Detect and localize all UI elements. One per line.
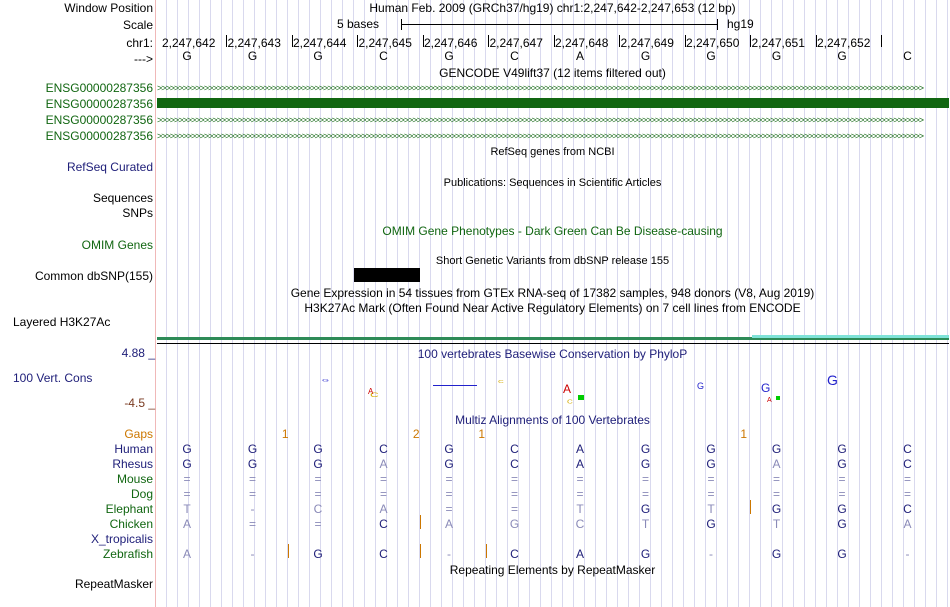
aligned-base: G [509,517,520,531]
omim-title[interactable]: OMIM Gene Phenotypes - Dark Green Can Be Disease-causing [382,224,723,238]
refseq-title[interactable]: RefSeq genes from NCBI [490,146,615,158]
species-label[interactable]: Elephant [105,502,153,516]
conservation-logo [155,370,950,406]
gene-label-3[interactable]: ENSG00000287356 [45,113,153,127]
reference-base: C [510,49,519,63]
cons-max-label: 4.88 _ [121,346,155,360]
aligned-base: = [183,487,191,501]
aligned-base: = [772,487,780,501]
h3k27ac-title[interactable]: H3K27Ac Mark (Often Found Near Active Regulatory Elements) on 7 cell lines from ENCODE [304,301,801,315]
repeatmasker-title[interactable]: Repeating Elements by RepeatMasker [449,563,656,577]
aligned-base: = [641,472,649,486]
position-tick [881,35,882,47]
aligned-base: A [182,517,191,531]
cons-min-label: -4.5 _ [124,396,155,410]
aligned-base: - [905,547,910,561]
aligned-base: = [510,472,518,486]
svg-text:A: A [368,387,374,396]
aligned-base: A [575,547,584,561]
insertion-mark [486,544,487,558]
aligned-base: T [576,502,584,516]
omim-label[interactable]: OMIM Genes [81,238,153,252]
window-position-label: Window Position [64,1,153,15]
aligned-base: A [444,517,453,531]
insertion-mark [420,515,421,529]
aligned-base: G [313,547,323,561]
aligned-base: G [706,517,716,531]
aligned-base: - [447,547,451,561]
aligned-base: = [445,472,453,486]
aligned-base: = [248,472,256,486]
species-label[interactable]: Mouse [116,472,153,486]
aligned-base: = [903,487,911,501]
position-label: 2,247,644 [293,36,347,50]
aligned-base: G [182,457,192,471]
aligned-base: A [379,502,388,516]
reference-base: C [903,49,912,63]
aligned-base: = [183,472,191,486]
gap-count: 1 [740,427,748,441]
species-label[interactable]: Zebrafish [102,547,153,561]
aligned-base: G [313,442,323,456]
repeatmasker-label[interactable]: RepeatMasker [74,577,153,591]
insertion-mark [420,544,421,558]
strand-arrow-label: ---> [134,52,153,66]
aligned-base: G [247,457,258,471]
gene-label-2[interactable]: ENSG00000287356 [45,97,153,111]
aligned-base: G [771,547,782,561]
reference-base: C [379,49,388,63]
gtex-title[interactable]: Gene Expression in 54 tissues from GTEx RNA-seq of 17382 samples, 948 donors (V8, Aug 2019) [290,286,815,300]
aligned-base: G [771,502,782,516]
aligned-base: T [641,517,650,531]
h3k27ac-label[interactable]: Layered H3K27Ac [13,315,111,329]
assembly-position-text: Human Feb. 2009 (GRCh37/hg19) chr1:2,247,642-2,247,653 (12 bp) [369,1,736,15]
svg-text:C: C [370,391,379,399]
aligned-base: = [838,472,846,486]
aligned-base: = [379,472,387,486]
gap-count: 2 [412,427,420,441]
aligned-base: = [707,487,715,501]
species-label[interactable]: Chicken [109,517,153,531]
gene-label-1[interactable]: ENSG00000287356 [45,81,153,95]
aligned-base: C [903,442,912,456]
aligned-base: = [445,502,453,516]
position-label: 2,247,645 [358,36,412,50]
dbsnp-title[interactable]: Short Genetic Variants from dbSNP release 155 [435,255,670,267]
aligned-base: C [575,517,585,531]
aligned-base: = [510,487,518,501]
aligned-base: = [314,472,322,486]
svg-text:G: G [322,378,329,383]
snps-label[interactable]: SNPs [122,206,153,220]
position-label: 2,247,643 [227,36,281,50]
scale-label: Scale [122,18,153,32]
chrom-label: chr1: [126,36,153,50]
aligned-base: - [250,547,255,561]
publications-title[interactable]: Publications: Sequences in Scientific Articles [443,177,662,189]
svg-text:C: C [567,399,573,406]
aligned-base: = [576,472,584,486]
aligned-base: - [250,502,255,516]
gap-count: 1 [478,427,486,441]
scale-db-text: hg19 [727,17,754,31]
aligned-base: C [379,517,388,531]
aligned-base: A [575,442,584,456]
scale-bar-left-cap [401,19,402,30]
aligned-base: T [772,517,781,531]
aligned-base: A [903,517,912,531]
aligned-base: - [709,547,713,561]
aligned-base: = [379,487,387,501]
position-label: 2,247,652 [817,36,871,50]
reference-base: G [313,49,323,63]
position-label: 2,247,650 [686,36,740,50]
aligned-base: G [182,442,192,456]
aligned-base: G [706,442,716,456]
aligned-base: G [771,442,782,456]
aligned-base: = [903,472,911,486]
aligned-base: G [640,442,651,456]
species-label[interactable]: Dog [130,487,153,501]
aligned-base: = [576,487,584,501]
aligned-base: G [313,457,323,471]
position-label: 2,247,649 [620,36,674,50]
aligned-base: = [248,487,256,501]
aligned-base: C [313,502,323,516]
gap-count: 1 [281,427,289,441]
svg-text:G: G [827,372,838,388]
svg-text:G: G [761,381,771,395]
aligned-base: G [444,442,454,456]
dbsnp-variant[interactable] [354,268,420,282]
aligned-base: C [379,547,388,561]
multiz-title[interactable]: Multiz Alignments of 100 Vertebrates [455,413,650,427]
sequences-label[interactable]: Sequences [92,191,153,205]
aligned-base: = [772,472,780,486]
svg-text:A: A [563,382,572,396]
aligned-base: C [510,442,519,456]
dbsnp-label[interactable]: Common dbSNP(155) [34,269,153,283]
reference-base: G [837,49,847,63]
aligned-base: = [838,487,846,501]
refseq-label[interactable]: RefSeq Curated [66,160,153,174]
position-label: 2,247,651 [751,36,805,50]
aligned-base: = [248,517,256,531]
aligned-base: G [837,457,847,471]
species-label[interactable]: Human [114,442,153,456]
aligned-base: G [444,457,454,471]
gene-label-4[interactable]: ENSG00000287356 [45,129,153,143]
position-label: 2,247,647 [489,36,543,50]
reference-base: A [575,49,584,63]
aligned-base: G [837,547,847,561]
aligned-base: C [903,502,912,516]
reference-base: G [771,49,782,63]
aligned-base: A [772,457,781,471]
scale-bar [401,24,718,25]
aligned-base: G [837,517,847,531]
aligned-base: C [379,442,388,456]
svg-text:A: A [767,397,772,404]
aligned-base: = [445,487,453,501]
aligned-base: T [183,502,191,516]
aligned-base: A [379,457,388,471]
aligned-base: G [640,547,651,561]
aligned-base: G [640,502,651,516]
svg-text:G: G [697,381,705,391]
reference-base: G [706,49,716,63]
insertion-mark [750,500,751,514]
cons-title[interactable]: 100 vertebrates Basewise Conservation by PhyloP [417,347,688,361]
aligned-base: C [903,457,912,471]
gene-track-4[interactable]: >>>>>>>>>>>>>>>>>>>>>>>>>>>>>>>>>>>>>>>>>>>>>>>>>>>>>>>>>>>>>>>>>>>>>>>>>>>>>>>>>>>>>>>>>>>>>>>>>>>>>>>>>>>>>>>>>>>>>>>>>>>>>>>>>>>>>>>>>>>>>>>>>>>>>>>>>>>>>>>>>>>>>>>>>>>>>>>>>>>> [157,132,924,140]
aligned-base: C [510,547,519,561]
position-label: 2,247,648 [555,36,609,50]
gencode-title[interactable]: GENCODE V49lift37 (12 items filtered out) [439,66,666,80]
h3k27ac-signal-peak [752,335,949,338]
aligned-base: A [575,457,584,471]
species-label[interactable]: X_tropicalis [90,532,153,546]
aligned-base: T [707,502,715,516]
reference-base: G [444,49,454,63]
aligned-base: = [641,487,649,501]
aligned-base: = [314,517,322,531]
aligned-base: A [182,547,191,561]
aligned-base: = [314,487,322,501]
aligned-base: C [510,457,519,471]
aligned-base: G [837,502,847,516]
position-label: 2,247,646 [424,36,478,50]
scale-bases-text: 5 bases [337,17,380,31]
insertion-mark [288,544,289,558]
aligned-base: = [707,472,715,486]
reference-base: G [182,49,192,63]
gene-track-1[interactable]: >>>>>>>>>>>>>>>>>>>>>>>>>>>>>>>>>>>>>>>>>>>>>>>>>>>>>>>>>>>>>>>>>>>>>>>>>>>>>>>>>>>>>>>>>>>>>>>>>>>>>>>>>>>>>>>>>>>>>>>>>>>>>>>>>>>>>>>>>>>>>>>>>>>>>>>>>>>>>>>>>>>>>>>>>>>>>>>>>>>> [157,84,924,92]
aligned-base: G [247,442,258,456]
gene-track-3[interactable]: >>>>>>>>>>>>>>>>>>>>>>>>>>>>>>>>>>>>>>>>>>>>>>>>>>>>>>>>>>>>>>>>>>>>>>>>>>>>>>>>>>>>>>>>>>>>>>>>>>>>>>>>>>>>>>>>>>>>>>>>>>>>>>>>>>>>>>>>>>>>>>>>>>>>>>>>>>>>>>>>>>>>>>>>>>>>>>>>>>>> [157,116,924,124]
cons-label[interactable]: 100 Vert. Cons [13,371,93,385]
aligned-base: G [837,442,847,456]
svg-text:C: C [498,379,504,385]
aligned-base: = [510,502,518,516]
position-label: 2,247,642 [162,36,216,50]
aligned-base: G [640,457,651,471]
reference-base: G [247,49,258,63]
reference-base: G [640,49,651,63]
track-divider [157,343,949,344]
species-label[interactable]: Rhesus [112,457,153,471]
scale-bar-right-cap [717,19,718,30]
gene-track-2[interactable] [157,98,949,108]
aligned-base: G [706,457,716,471]
gaps-label[interactable]: Gaps [124,427,153,441]
